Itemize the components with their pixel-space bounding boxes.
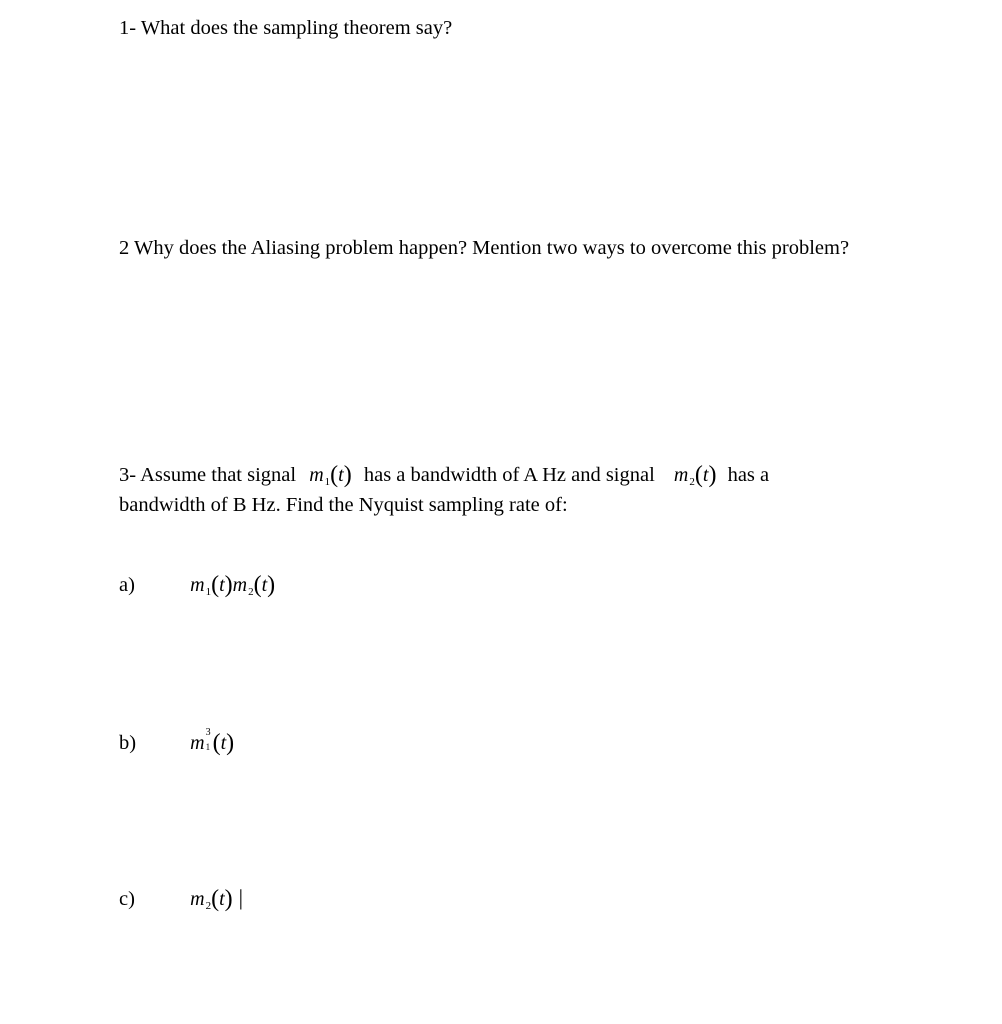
text-cursor[interactable]: |	[238, 885, 244, 910]
m2-base: m	[673, 464, 689, 486]
part-b-expression: m 3 1 (t)	[190, 727, 235, 756]
question-3-line-2	[119, 493, 568, 518]
question-1-text: 1- What does the sampling theorem say?	[119, 17, 453, 39]
part-a	[119, 570, 275, 599]
part-b-subscript: 1	[205, 742, 211, 752]
part-c-base: m	[190, 888, 205, 910]
part-b	[119, 728, 234, 757]
part-a-f1-argument: t	[219, 574, 225, 596]
part-b-supsub	[205, 727, 213, 752]
signal-m2-expression: $m_2(t)$	[673, 462, 717, 488]
question-3-mid: has a bandwidth of A Hz and signal	[363, 464, 655, 486]
part-c-expression: $m_2(t)$ |	[190, 885, 244, 912]
m1-argument: t	[338, 464, 344, 486]
m1-base: m	[309, 464, 324, 486]
part-c-label: c)	[119, 888, 135, 910]
part-b-superscript: 3	[205, 727, 211, 738]
m2-subscript: 2	[689, 476, 695, 488]
question-3-line-2-text: bandwidth of B Hz. Find the Nyquist sampling rate of:	[119, 494, 568, 516]
part-a-label: a)	[119, 574, 135, 596]
part-a-f2-subscript: 2	[248, 586, 254, 598]
part-c-argument: t	[219, 888, 225, 910]
question-2-text: 2 Why does the Aliasing problem happen? Mention two ways to overcome this problem?	[119, 237, 850, 259]
signal-m1-expression: $m_1(t)$	[309, 462, 352, 488]
m1-subscript: 1	[324, 476, 331, 488]
question-2	[119, 236, 849, 261]
part-c	[119, 884, 243, 913]
part-b-label: b)	[119, 732, 137, 754]
part-a-f2-argument: t	[261, 574, 268, 596]
part-a-f1-base: m	[190, 574, 205, 596]
part-b-base: m	[190, 732, 205, 754]
part-c-subscript: 2	[205, 900, 212, 912]
question-3-intro: 3- Assume that signal	[119, 464, 297, 486]
part-b-argument: t	[220, 732, 227, 754]
part-a-f1-subscript: 1	[205, 586, 212, 598]
question-1	[119, 16, 452, 41]
m2-argument: t	[702, 464, 709, 486]
question-3-end: has a	[727, 464, 770, 486]
part-a-expression: $m_1(t)m_2(t)$	[190, 572, 276, 598]
part-a-f2-base: m	[232, 574, 248, 596]
question-3-line-1	[119, 460, 769, 489]
